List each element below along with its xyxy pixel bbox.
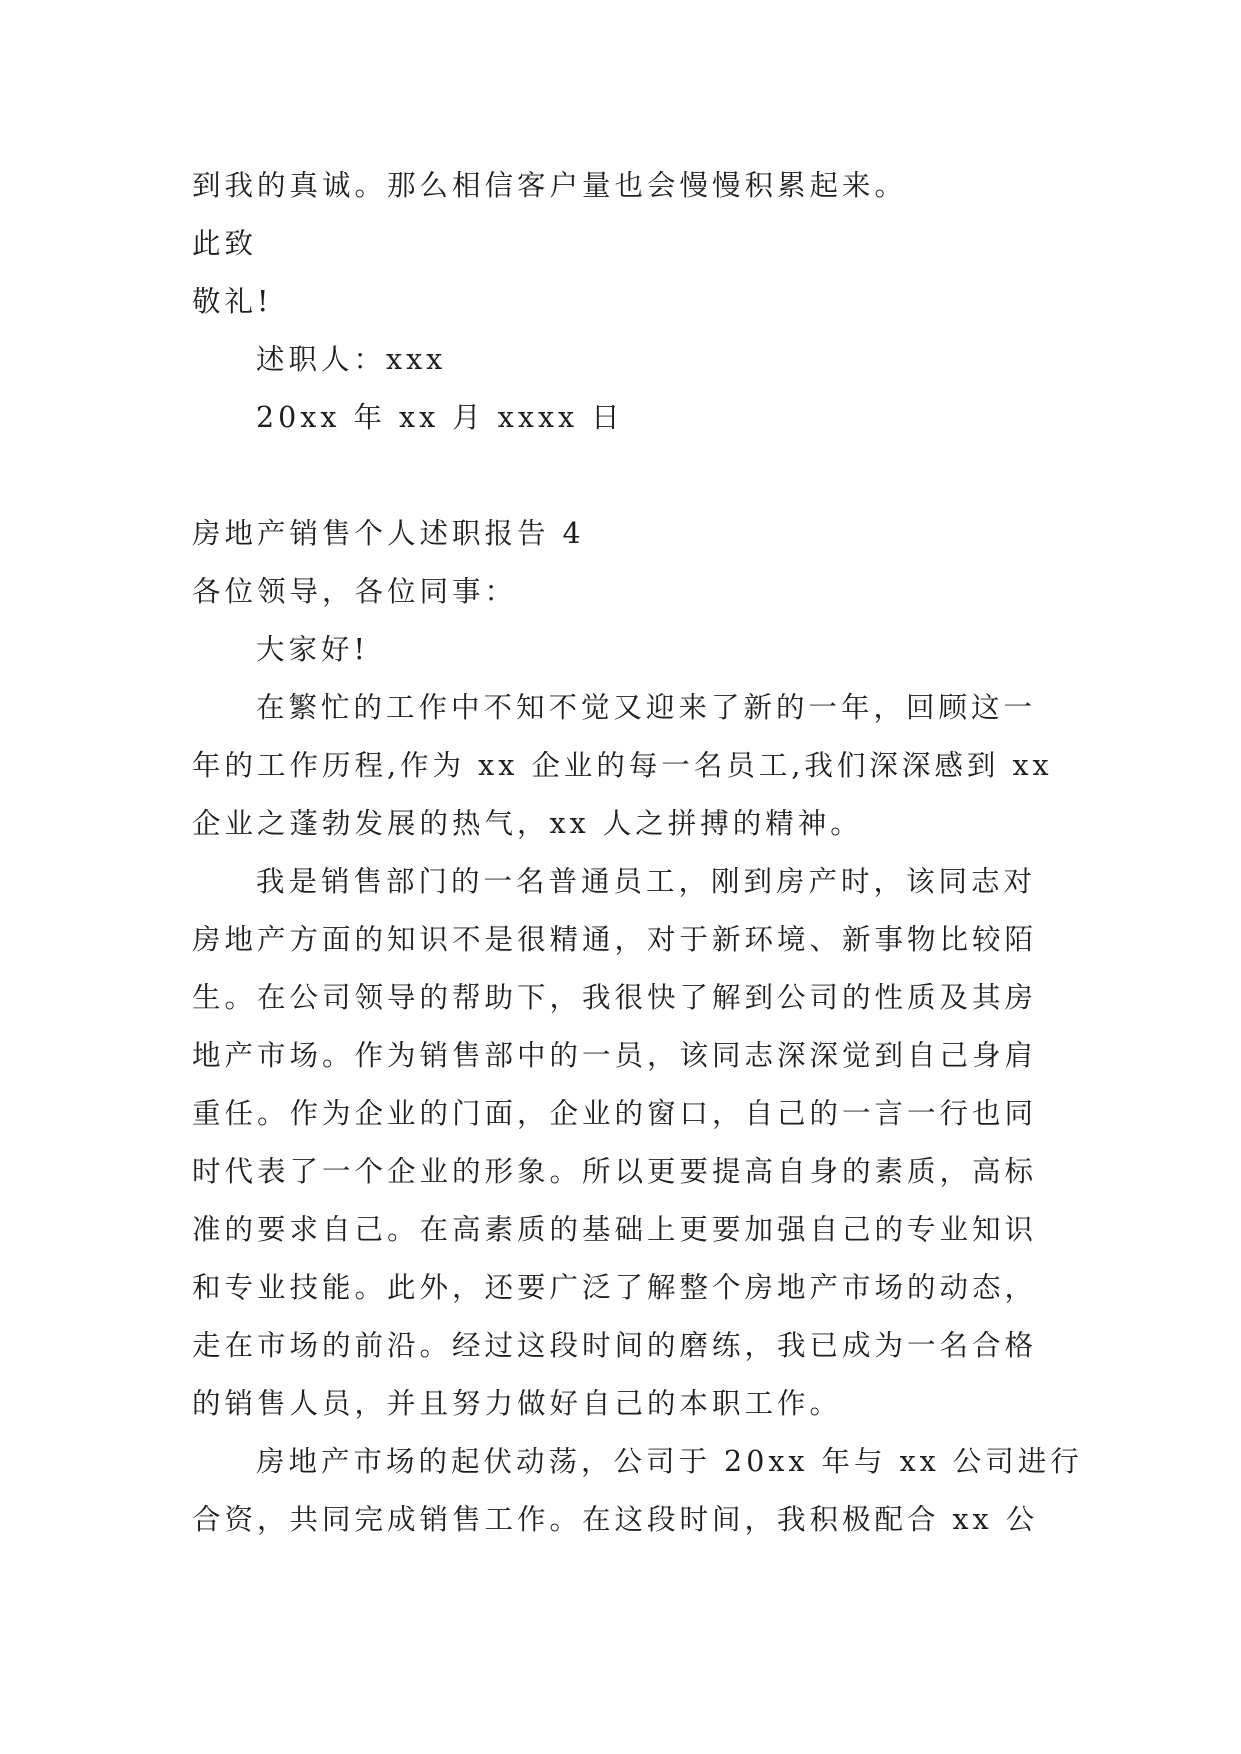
paragraph-line: 准的要求自己。在高素质的基础上更要加强自己的专业知识 [192, 1213, 1038, 1246]
signer-line: 述职人：xxx [256, 343, 447, 376]
closing-continuation: 到我的真诚。那么相信客户量也会慢慢积累起来。 [192, 169, 908, 202]
paragraph-line: 在繁忙的工作中不知不觉又迎来了新的一年，回顾这一 [256, 691, 1037, 724]
paragraph-line: 我是销售部门的一名普通员工，刚到房产时，该同志对 [256, 865, 1037, 898]
paragraph-line: 重任。作为企业的门面，企业的窗口，自己的一言一行也同 [192, 1097, 1038, 1130]
paragraph-line: 合资，共同完成销售工作。在这段时间，我积极配合 xx 公 [192, 1503, 1039, 1536]
paragraph-line: 年的工作历程,作为 xx 企业的每一名员工,我们深深感到 xx [192, 749, 1053, 782]
paragraph-line: 时代表了一个企业的形象。所以更要提高自身的素质，高标 [192, 1155, 1038, 1188]
paragraph-line: 走在市场的前沿。经过这段时间的磨练，我已成为一名合格 [192, 1329, 1038, 1362]
greeting-line: 各位领导，各位同事： [192, 575, 518, 608]
salutation-line-2: 敬礼! [192, 285, 273, 318]
paragraph-line: 和专业技能。此外，还要广泛了解整个房地产市场的动态， [192, 1271, 1038, 1304]
paragraph-line: 企业之蓬勃发展的热气，xx 人之拼搏的精神。 [192, 807, 863, 840]
paragraph-line: 生。在公司领导的帮助下，我很快了解到公司的性质及其房 [192, 981, 1038, 1014]
date-line: 20xx 年 xx 月 xxxx 日 [256, 401, 624, 434]
paragraph-line: 房地产方面的知识不是很精通，对于新环境、新事物比较陌 [192, 923, 1038, 956]
hello-line: 大家好! [256, 633, 369, 666]
paragraph-line: 的销售人员，并且努力做好自己的本职工作。 [192, 1387, 843, 1420]
report-title: 房地产销售个人述职报告 4 [192, 517, 585, 550]
salutation-line-1: 此致 [192, 227, 258, 260]
paragraph-line: 地产市场。作为销售部中的一员，该同志深深觉到自己身肩 [192, 1039, 1038, 1072]
paragraph-line: 房地产市场的起伏动荡，公司于 20xx 年与 xx 公司进行 [256, 1445, 1083, 1478]
